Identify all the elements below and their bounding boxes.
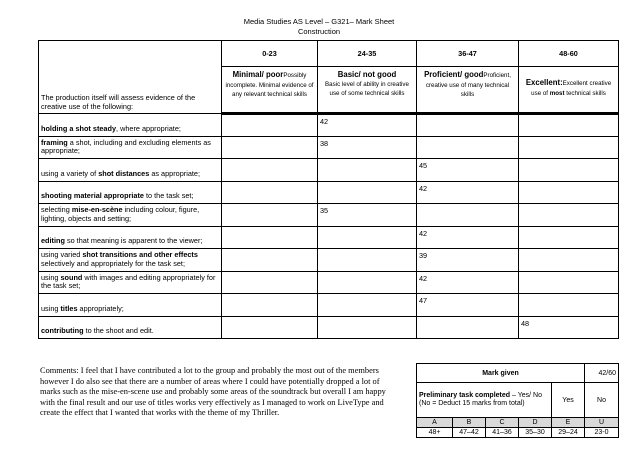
band-desc-3 <box>417 67 519 114</box>
comments-text: Comments: I feel that I have contributed a lot to the group and probably the most out of the members however I do also see that there are a number of areas where I could have potentially dropped a lot of marks such as the mise-en-scene use and probably some areas of the soundtrack but overall I am happy with the final result and our use of titles works very effectively as I managed to work on LiveType and create the effect that I wanted that works with the theme of my Thriller. <box>40 366 386 417</box>
prelim-no[interactable]: No <box>585 383 619 418</box>
grade-letter: E <box>552 418 585 428</box>
intro-text: The production itself will assess evidence of the creative use of the following: <box>41 93 196 111</box>
score-cell-empty <box>222 271 318 294</box>
band-text-4-bold: most <box>549 89 565 97</box>
criterion-score: 42 <box>417 181 519 204</box>
prelim-task-text <box>417 383 552 418</box>
grade-letter: B <box>453 418 486 428</box>
criterion-pre: selecting <box>41 205 72 215</box>
criterion-key: editing <box>41 236 65 246</box>
criterion-score: 48 <box>519 316 619 339</box>
grade-letter: D <box>519 418 552 428</box>
score-cell-empty <box>222 204 318 227</box>
score-cell-empty <box>318 159 417 182</box>
mark-sheet-table <box>38 40 619 339</box>
criterion-post: with images and editing appropriately for the task set; <box>41 272 216 291</box>
score-cell-empty <box>519 136 619 159</box>
criterion-row <box>39 181 619 204</box>
criterion-text <box>39 159 222 182</box>
score-cell-empty <box>417 316 519 339</box>
score-cell-empty <box>318 294 417 317</box>
criterion-text <box>39 204 222 227</box>
grade-letter: C <box>486 418 519 428</box>
band-range-2: 24-35 <box>318 41 417 67</box>
title-line-2: Construction <box>297 27 341 36</box>
score-cell-empty <box>222 159 318 182</box>
criterion-text <box>39 226 222 249</box>
criterion-row <box>39 249 619 272</box>
criterion-text <box>39 114 222 137</box>
prelim-yes[interactable]: Yes <box>552 383 585 418</box>
criterion-post: , where appropriate; <box>116 123 181 133</box>
band-title-2: Basic/ not good <box>337 70 397 79</box>
criterion-score: 42 <box>417 271 519 294</box>
score-cell-empty <box>222 316 318 339</box>
score-cell-empty <box>417 114 519 137</box>
criterion-row <box>39 316 619 339</box>
score-cell-empty <box>318 226 417 249</box>
criterion-row <box>39 136 619 159</box>
criterion-score: 38 <box>318 136 417 159</box>
band-desc-2 <box>318 67 417 114</box>
score-cell-empty <box>519 204 619 227</box>
criterion-row <box>39 204 619 227</box>
criterion-row <box>39 159 619 182</box>
score-cell-empty <box>222 181 318 204</box>
band-desc-4 <box>519 67 619 114</box>
score-cell-empty <box>222 294 318 317</box>
band-text-4-post: technical skills <box>564 89 606 97</box>
criterion-score: 39 <box>417 249 519 272</box>
title-line-1: Media Studies AS Level – G321– Mark Sheet <box>243 17 395 26</box>
score-cell-empty <box>519 249 619 272</box>
criterion-key: shot transitions and other effects <box>82 250 198 260</box>
criteria-body <box>39 114 619 339</box>
score-cell-empty <box>519 271 619 294</box>
band-range-1: 0-23 <box>222 41 318 67</box>
score-cell-empty <box>519 181 619 204</box>
criterion-score: 42 <box>417 226 519 249</box>
criterion-text <box>39 294 222 317</box>
intro-cell <box>39 41 222 114</box>
grade-range: 47–42 <box>453 428 486 438</box>
grade-letter: U <box>585 418 619 428</box>
criterion-post: to the task set; <box>143 191 194 201</box>
band-text-2: Basic level of ability in creative use of some technical skills <box>325 80 409 97</box>
score-cell-empty <box>222 136 318 159</box>
criterion-post: including colour, figure, lighting, objects and setting; <box>41 205 200 223</box>
criterion-score: 35 <box>318 204 417 227</box>
criterion-pre: using <box>41 272 61 282</box>
criterion-text <box>39 271 222 294</box>
score-cell-empty <box>519 226 619 249</box>
criterion-key: titles <box>60 303 78 313</box>
criterion-text <box>39 181 222 204</box>
criterion-pre: using a variety of <box>41 168 99 178</box>
criterion-pre: using <box>41 303 61 313</box>
prelim-task-label: Preliminary task completed <box>419 391 511 399</box>
score-cell-empty <box>222 226 318 249</box>
criterion-key: framing <box>41 137 68 147</box>
score-cell-empty <box>318 316 417 339</box>
criterion-row <box>39 294 619 317</box>
criterion-row <box>39 226 619 249</box>
criterion-score: 47 <box>417 294 519 317</box>
score-cell-empty <box>222 114 318 137</box>
score-cell-empty <box>318 249 417 272</box>
grade-range: 23-0 <box>585 428 619 438</box>
criterion-text <box>39 316 222 339</box>
score-cell-empty <box>519 159 619 182</box>
mark-given-value: 42/60 <box>585 364 619 383</box>
criterion-score: 45 <box>417 159 519 182</box>
criterion-post: appropriately; <box>77 303 124 313</box>
criterion-key: contributing <box>41 326 84 336</box>
band-text-3: Proficient, creative use of many technical skills <box>425 72 511 98</box>
mark-given-box <box>416 363 619 438</box>
criterion-text <box>39 249 222 272</box>
criterion-key: holding a shot steady <box>41 123 117 133</box>
prelim-task-rest: – Yes/ No (No = Deduct 15 marks from total) <box>419 391 542 407</box>
criterion-text <box>39 136 222 159</box>
band-title-1: Minimal/ poor <box>232 70 284 79</box>
document-title <box>0 17 638 37</box>
grade-range: 41–36 <box>486 428 519 438</box>
score-cell-empty <box>519 114 619 137</box>
criterion-key: shot distances <box>98 168 150 178</box>
mark-given-label: Mark given <box>417 364 585 383</box>
grade-letter: A <box>417 418 453 428</box>
criterion-key: mise-en-scène <box>71 205 123 215</box>
band-range-4: 48-60 <box>519 41 619 67</box>
score-cell-empty <box>222 249 318 272</box>
criterion-pre: using varied <box>41 250 83 260</box>
criterion-post: a shot, including and excluding elements as appropriate; <box>41 137 211 156</box>
score-cell-empty <box>417 204 519 227</box>
criterion-score: 42 <box>318 114 417 137</box>
criterion-row <box>39 114 619 137</box>
band-text-4-pre: Excellent creative use of <box>531 80 612 97</box>
score-cell-empty <box>519 294 619 317</box>
score-cell-empty <box>417 136 519 159</box>
criterion-row <box>39 271 619 294</box>
criterion-key: sound <box>60 272 83 282</box>
grade-range: 35–30 <box>519 428 552 438</box>
score-cell-empty <box>318 181 417 204</box>
score-cell-empty <box>318 271 417 294</box>
criterion-post: so that meaning is apparent to the viewer; <box>64 236 203 246</box>
grade-range: 48+ <box>417 428 453 438</box>
criterion-post: selectively and appropriately for the task set; <box>41 258 185 268</box>
criterion-post: as appropriate; <box>149 168 201 178</box>
band-text-1: Possibly incomplete. Minimal evidence of any relevant technical skills <box>225 72 314 98</box>
criterion-post: to the shoot and edit. <box>83 326 154 336</box>
criterion-key: shooting material appropriate <box>41 191 144 201</box>
grade-range: 29–24 <box>552 428 585 438</box>
band-range-3: 36-47 <box>417 41 519 67</box>
band-title-3: Proficient/ good <box>424 70 484 79</box>
band-desc-1 <box>222 67 318 114</box>
band-title-4: Excellent: <box>525 78 563 87</box>
